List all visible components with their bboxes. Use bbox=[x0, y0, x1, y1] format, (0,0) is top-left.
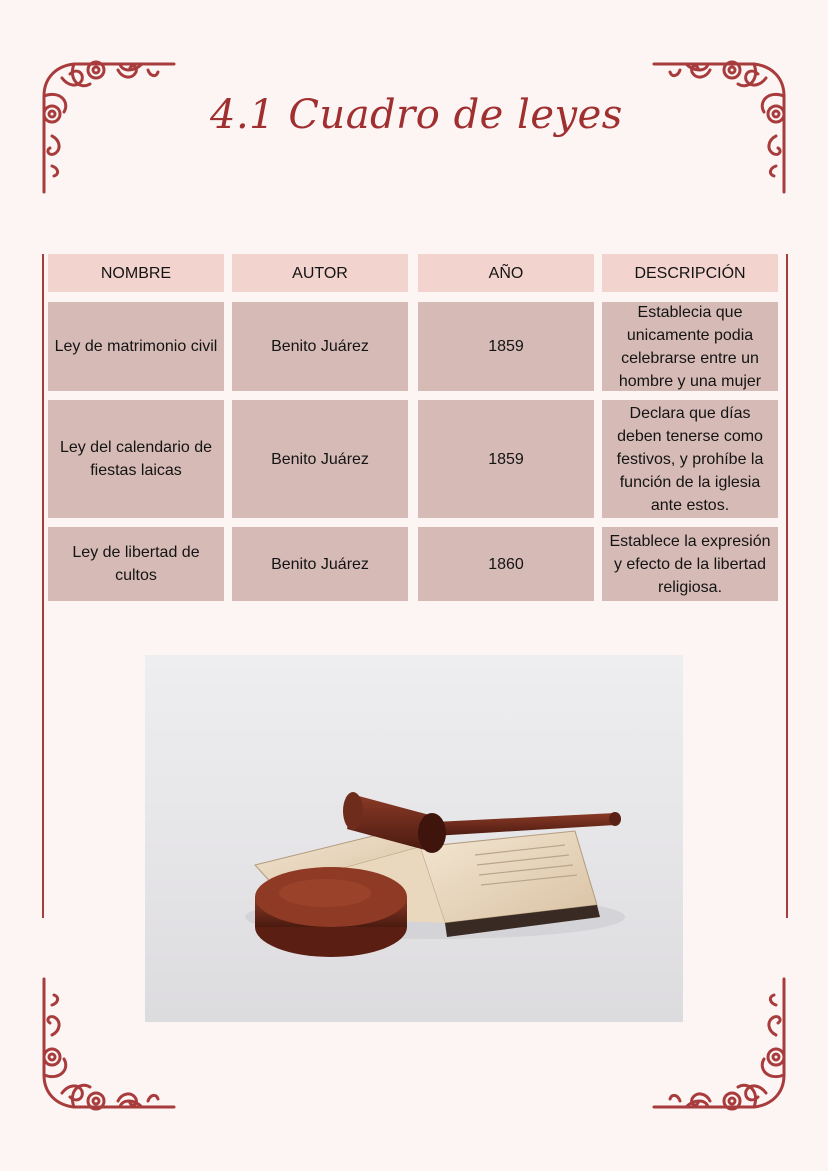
cell-autor: Benito Juárez bbox=[232, 527, 408, 601]
cell-anio: 1860 bbox=[418, 527, 594, 601]
cell-nombre: Ley de libertad de cultos bbox=[48, 527, 224, 601]
cell-anio: 1859 bbox=[418, 302, 594, 391]
cell-autor: Benito Juárez bbox=[232, 400, 408, 518]
cell-autor: Benito Juárez bbox=[232, 302, 408, 391]
ornament-top-right bbox=[650, 56, 790, 196]
cell-nombre: Ley de matrimonio civil bbox=[48, 302, 224, 391]
border-line-right bbox=[786, 254, 788, 918]
gavel-book-photo bbox=[145, 655, 683, 1022]
ornament-top-left bbox=[38, 56, 178, 196]
header-autor: AUTOR bbox=[232, 254, 408, 292]
cell-descripcion: Declara que días deben tenerse como festivos, y prohíbe la función de la iglesia ante estos. bbox=[602, 400, 778, 518]
cell-anio: 1859 bbox=[418, 400, 594, 518]
page-title: 4.1 Cuadro de leyes bbox=[210, 92, 623, 138]
cell-nombre: Ley del calendario de fiestas laicas bbox=[48, 400, 224, 518]
header-descripcion: DESCRIPCIÓN bbox=[602, 254, 778, 292]
header-nombre: NOMBRE bbox=[48, 254, 224, 292]
border-line-left bbox=[42, 254, 44, 918]
cell-descripcion: Establecia que unicamente podia celebrarse entre un hombre y una mujer bbox=[602, 302, 778, 391]
header-anio: AÑO bbox=[418, 254, 594, 292]
cell-descripcion: Establece la expresión y efecto de la libertad religiosa. bbox=[602, 527, 778, 601]
